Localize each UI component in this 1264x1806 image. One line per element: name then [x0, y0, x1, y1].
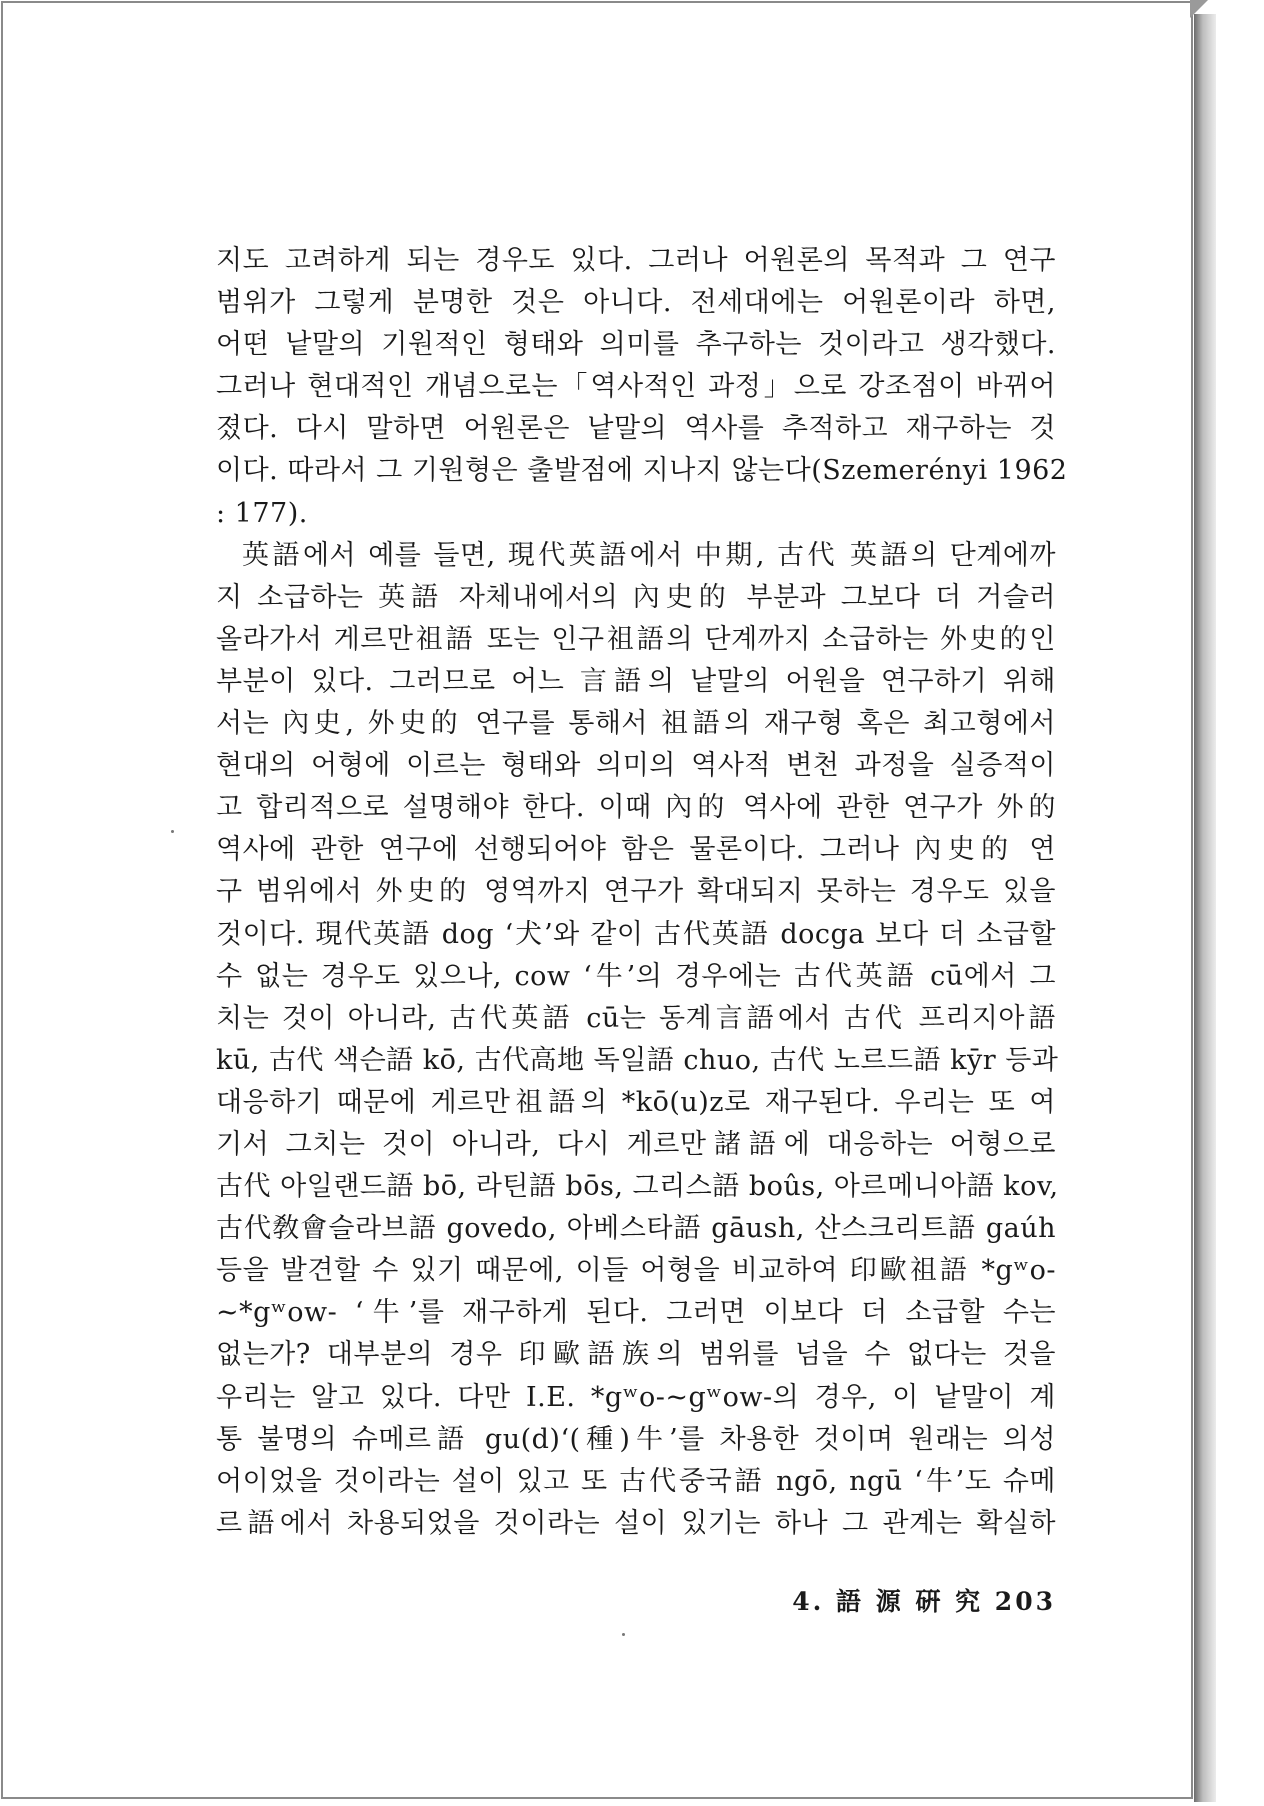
- text-line: : 177).: [216, 497, 308, 529]
- page-edge-shadow: [1194, 14, 1216, 1802]
- text-line: 등을 발견할 수 있기 때문에, 이들 어형을 비교하여 印歐祖語 *gʷo-: [216, 1255, 1056, 1287]
- text-line: 올라가서 게르만祖語 또는 인구祖語의 단계까지 소급하는 外史的인: [216, 623, 1056, 655]
- text-line: 부분이 있다. 그러므로 어느 言語의 낱말의 어원을 연구하기 위해: [216, 665, 1056, 697]
- text-line: 우리는 알고 있다. 다만 I.E. *gʷo-~gʷow-의 경우, 이 낱말이 계: [216, 1381, 1056, 1413]
- text-line: 지 소급하는 英語 자체내에서의 內史的 부분과 그보다 더 거슬러: [216, 581, 1056, 613]
- text-line: 치는 것이 아니라, 古代英語 cū는 동계言語에서 古代 프리지아語: [216, 1002, 1056, 1034]
- text-line: 대응하기 때문에 게르만祖語의 *kō(u)z로 재구된다. 우리는 또 여: [216, 1086, 1056, 1118]
- text-line: 서는 內史, 外史的 연구를 통해서 祖語의 재구형 혹은 최고형에서: [216, 708, 1056, 740]
- text-line: 이다. 따라서 그 기원형은 출발점에 지나지 않는다(Szemerényi 1962: [216, 455, 1068, 487]
- text-line: 수 없는 경우도 있으나, cow ‘牛’의 경우에는 古代英語 cū에서 그: [216, 960, 1056, 992]
- text-line: 古代敎會슬라브語 govedo, 아베스타語 gāush, 산스크리트語 gaúh: [216, 1213, 1056, 1245]
- text-line: 어이었을 것이라는 설이 있고 또 古代중국語 ngō, ngū ‘牛’도 슈메: [216, 1465, 1056, 1497]
- text-line: 고 합리적으로 설명해야 한다. 이때 內的 역사에 관한 연구가 外的: [216, 792, 1056, 824]
- text-line: 기서 그치는 것이 아니라, 다시 게르만諸語에 대응하는 어형으로: [216, 1128, 1056, 1160]
- body-text: [216, 240, 1068, 1545]
- text-line: 없는가? 대부분의 경우 印歐語族의 범위를 넘을 수 없다는 것을: [216, 1339, 1056, 1371]
- text-line: 범위가 그렇게 분명한 것은 아니다. 전세대에는 어원론이라 하면,: [216, 287, 1056, 319]
- text-line: 구 범위에서 外史的 영역까지 연구가 확대되지 못하는 경우도 있을: [216, 876, 1056, 908]
- text-line: 역사에 관한 연구에 선행되어야 함은 물론이다. 그러나 內史的 연: [216, 834, 1056, 866]
- text-line: 그러나 현대적인 개념으로는「역사적인 과정」으로 강조점이 바뀌어: [216, 371, 1056, 403]
- text-line: 古代 아일랜드語 bō, 라틴語 bōs, 그리스語 boûs, 아르메니아語 kov,: [216, 1171, 1059, 1203]
- text-line: 졌다. 다시 말하면 어원론은 낱말의 역사를 추적하고 재구하는 것: [216, 413, 1056, 445]
- text-line: 어떤 낱말의 기원적인 형태와 의미를 추구하는 것이라고 생각했다.: [216, 329, 1056, 361]
- scan-speck: [622, 1633, 625, 1636]
- text-line: 현대의 어형에 이르는 형태와 의미의 역사적 변천 과정을 실증적이: [216, 750, 1056, 782]
- text-line: 통 불명의 슈메르語 gu(d)‘(種)牛’를 차용한 것이며 원래는 의성: [216, 1423, 1056, 1455]
- text-line: kū, 古代 색슨語 kō, 古代高地 독일語 chuo, 古代 노르드語 kȳr 등과: [216, 1044, 1059, 1076]
- text-line: ~*gʷow- ‘牛’를 재구하게 된다. 그러면 이보다 더 소급할 수는: [216, 1297, 1056, 1329]
- scan-speck: [171, 830, 174, 833]
- text-line: 英語에서 예를 들면, 現代英語에서 中期, 古代 英語의 단계에까: [242, 539, 1056, 571]
- text-line: 지도 고려하게 되는 경우도 있다. 그러나 어원론의 목적과 그 연구: [216, 245, 1056, 276]
- running-footer: 4. 語 源 硏 究 203: [792, 1587, 1056, 1616]
- text-line: 것이다. 現代英語 dog ‘犬’와 같이 古代英語 docga 보다 더 소급할: [216, 918, 1056, 950]
- text-line: 르語에서 차용되었을 것이라는 설이 있기는 하나 그 관계는 확실하: [216, 1507, 1056, 1539]
